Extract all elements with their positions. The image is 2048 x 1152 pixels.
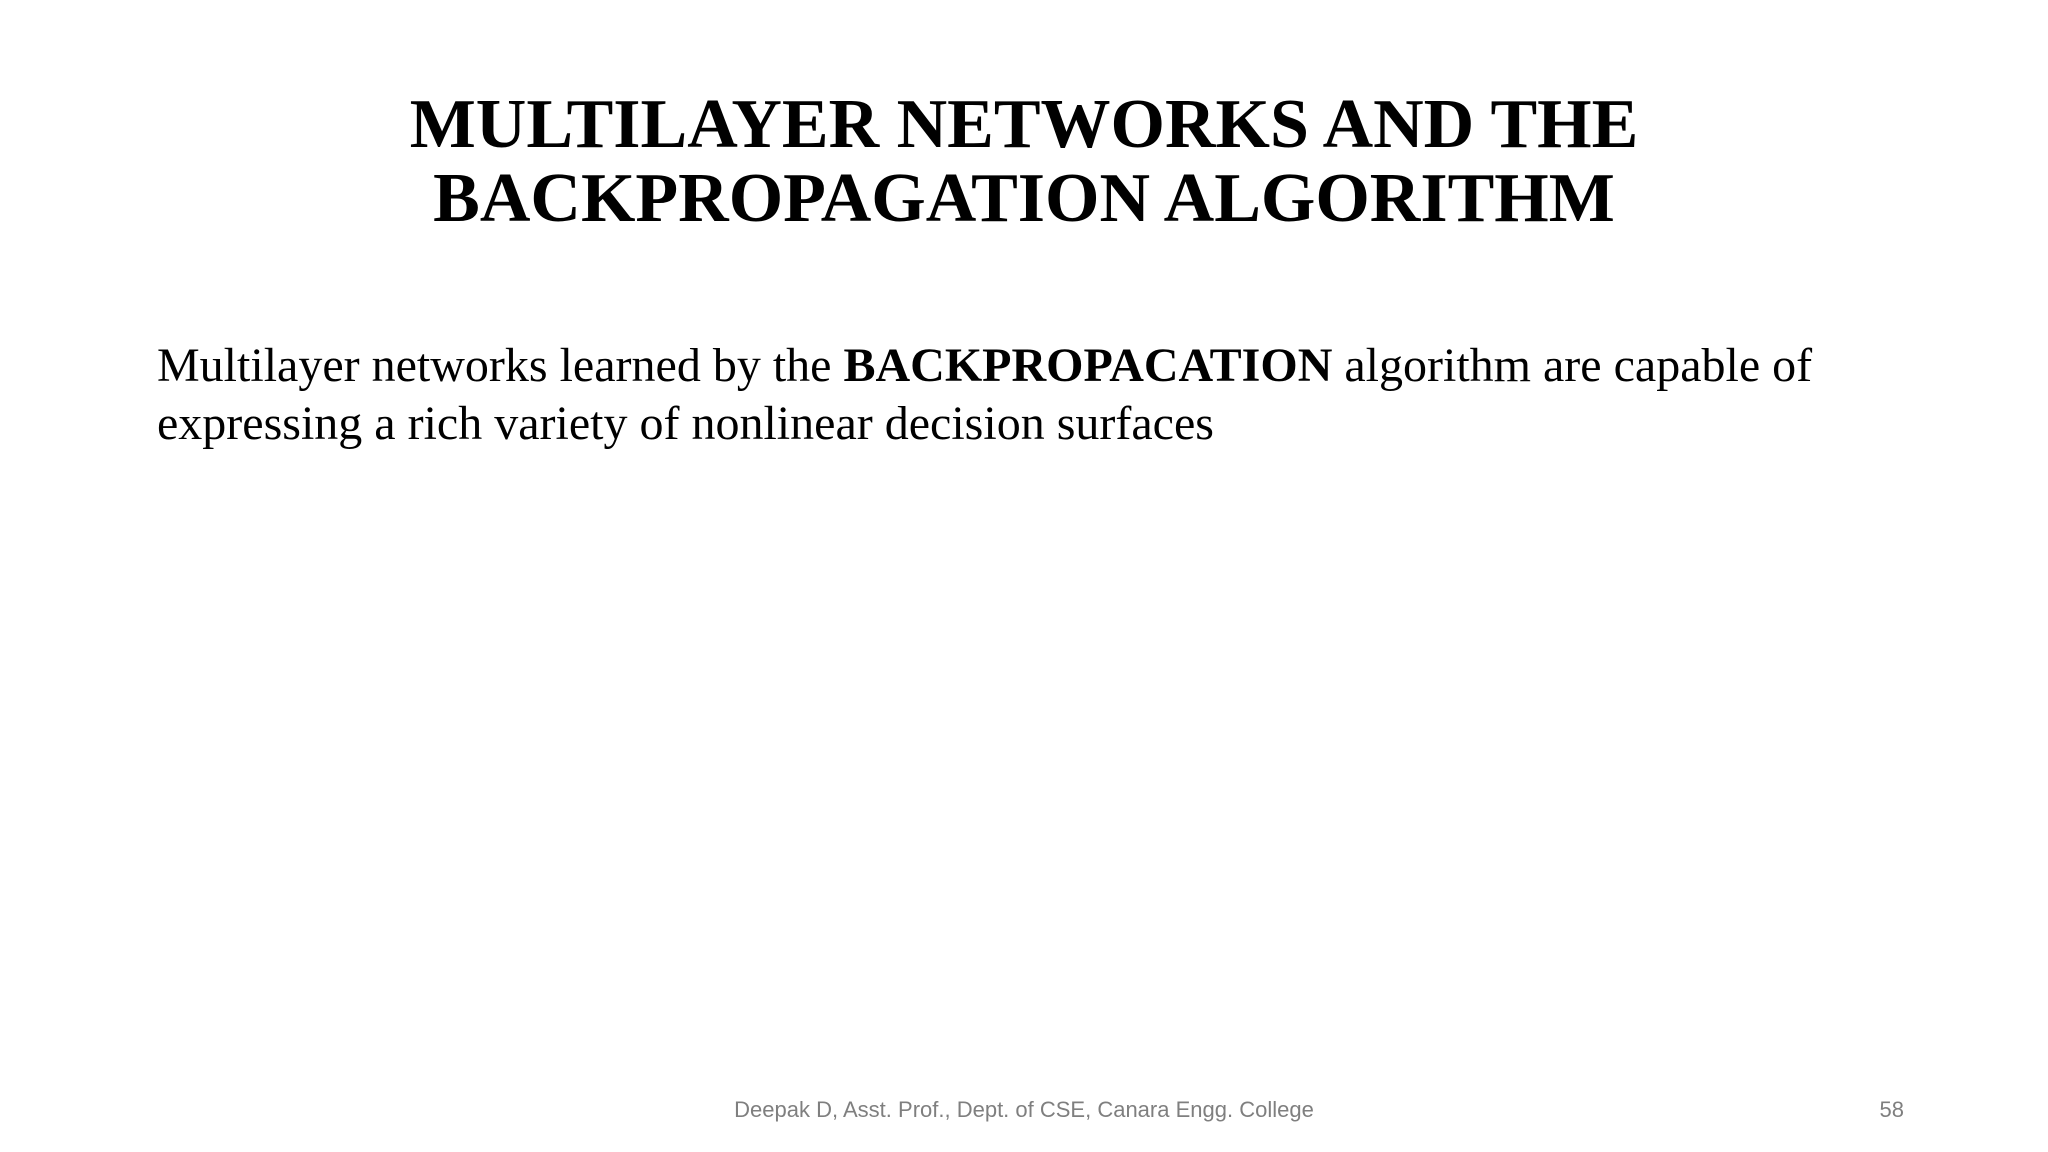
slide-footer: Deepak D, Asst. Prof., Dept. of CSE, Canara Engg. College <box>734 1097 1314 1122</box>
slide-body-text <box>157 337 1937 453</box>
body-text-suffix: algorithm are capable of expressing a rich variety of nonlinear decision surfaces <box>157 339 1813 450</box>
page-number: 58 <box>1879 1097 1904 1122</box>
body-text-bold-term: BACKPROPACATION <box>843 339 1333 392</box>
slide-title <box>0 88 2048 236</box>
slide-title-line-2: BACKPROPAGATION ALGORITHM <box>433 160 1615 237</box>
slide-title-line-1: MULTILAYER NETWORKS AND THE <box>409 86 1639 163</box>
body-text-prefix: Multilayer networks learned by the <box>157 339 844 392</box>
